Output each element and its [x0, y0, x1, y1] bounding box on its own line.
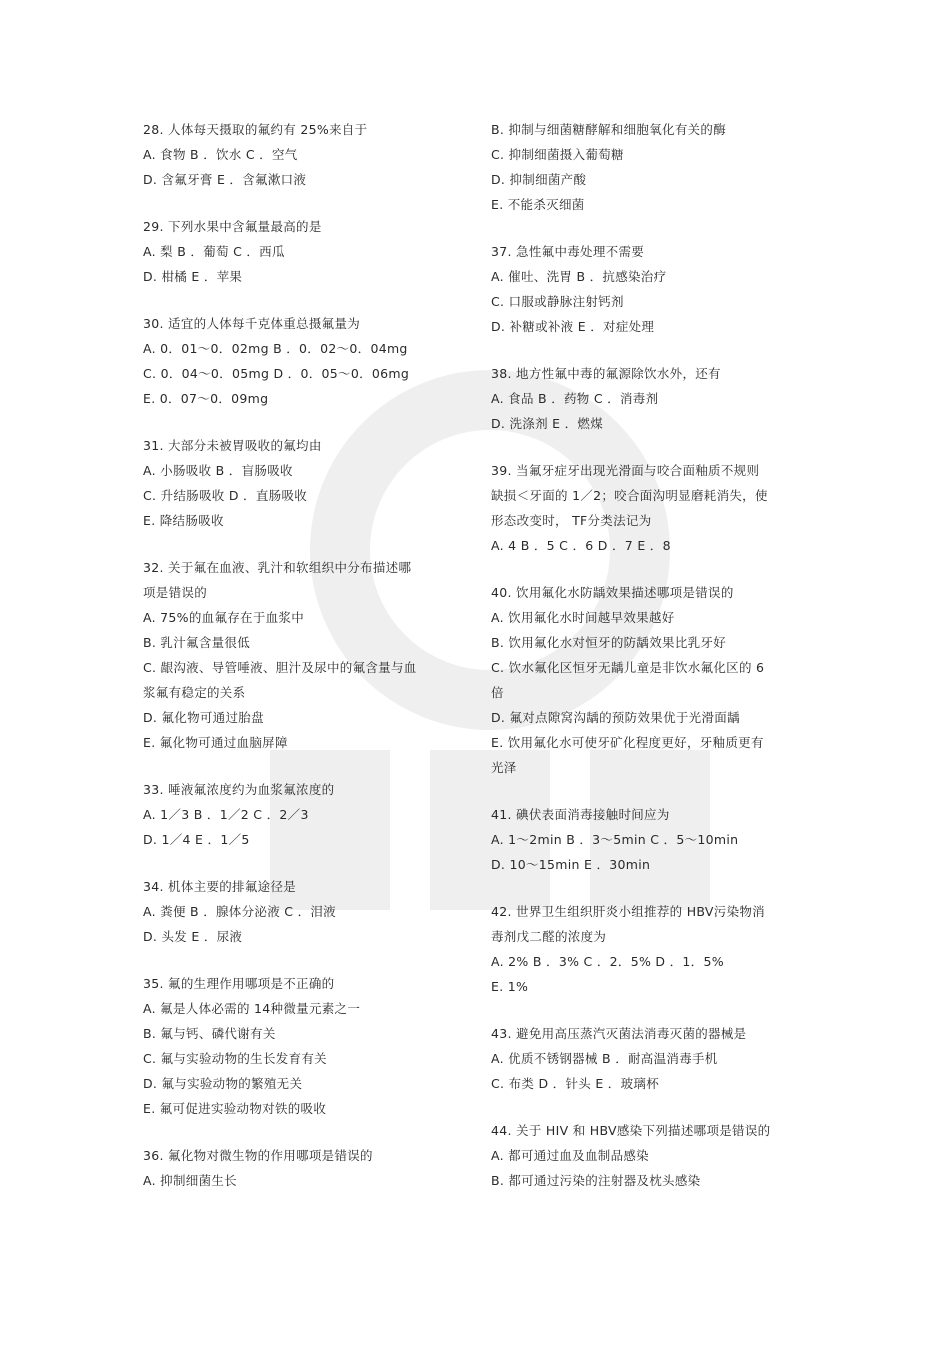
question-q36b	[491, 117, 801, 217]
question-q38	[491, 361, 801, 436]
question-line: A. 粪便 B ．腺体分泌液 C ．泪液	[143, 904, 336, 919]
right-column	[491, 117, 801, 1215]
question-line: 29. 下列水果中含氟量最高的是	[143, 219, 322, 234]
question-line: A. 都可通过血及血制品感染	[491, 1148, 649, 1163]
question-line: 39. 当氟牙症牙出现光滑面与咬合面釉质不规则	[491, 463, 760, 478]
question-q39	[491, 458, 801, 558]
question-line: E. 1%	[491, 979, 529, 994]
question-line: 43. 避免用高压蒸汽灭菌法消毒灭菌的器械是	[491, 1026, 747, 1041]
question-line: B. 乳汁氟含量很低	[143, 635, 251, 650]
question-q32	[143, 555, 473, 755]
question-line: D. 补糖或补液 E ．对症处理	[491, 319, 655, 334]
question-q28	[143, 117, 473, 192]
question-line: C. 氟与实验动物的生长发育有关	[143, 1051, 327, 1066]
question-q43	[491, 1021, 801, 1096]
question-line: C. 布类 D ．针头 E ．玻璃杯	[491, 1076, 659, 1091]
question-line: A. 4 B ．5 C ．6 D ．7 E ．8	[491, 538, 671, 553]
question-line: 34. 机体主要的排氟途径是	[143, 879, 297, 894]
question-line: A. 小肠吸收 B ．盲肠吸收	[143, 463, 293, 478]
question-line: A. 0．01～0．02mg B ．0．02～0．04mg	[143, 341, 408, 356]
question-line: C. 口服或静脉注射钙剂	[491, 294, 624, 309]
question-line: A. 2% B ．3% C ．2．5% D ．1．5%	[491, 954, 724, 969]
question-line: 毒剂戊二醛的浓度为	[491, 929, 607, 944]
question-line: 30. 适宜的人体每千克体重总摄氟量为	[143, 316, 361, 331]
question-line: C. 升结肠吸收 D ．直肠吸收	[143, 488, 308, 503]
question-line: 35. 氟的生理作用哪项是不正确的	[143, 976, 335, 991]
question-line: 41. 碘伏表面消毒接触时间应为	[491, 807, 670, 822]
question-line: 浆氟有稳定的关系	[143, 685, 246, 700]
question-line: B. 抑制与细菌糖酵解和细胞氧化有关的酶	[491, 122, 727, 137]
question-line: 38. 地方性氟中毒的氟源除饮水外，还有	[491, 366, 721, 381]
question-line: 光泽	[491, 760, 517, 775]
question-line: 倍	[491, 685, 504, 700]
question-line: C. 龈沟液、导管唾液、胆汁及尿中的氟含量与血	[143, 660, 417, 675]
question-q42	[491, 899, 801, 999]
question-line: D. 含氟牙膏 E ．含氟漱口液	[143, 172, 307, 187]
question-line: B. 饮用氟化水对恒牙的防龋效果比乳牙好	[491, 635, 727, 650]
question-line: D. 1／4 E ．1／5	[143, 832, 250, 847]
question-line: 42. 世界卫生组织肝炎小组推荐的 HBV污染物消	[491, 904, 765, 919]
question-line: E. 氟化物可通过血脑屏障	[143, 735, 288, 750]
question-line: A. 食品 B ．药物 C ．消毒剂	[491, 391, 659, 406]
question-line: C. 0．04～0．05mg D ．0．05～0．06mg	[143, 366, 410, 381]
question-line: 33. 唾液氟浓度约为血浆氟浓度的	[143, 782, 335, 797]
question-q33	[143, 777, 473, 852]
question-line: A. 75%的血氟存在于血浆中	[143, 610, 305, 625]
question-line: A. 优质不锈钢器械 B ．耐高温消毒手机	[491, 1051, 718, 1066]
question-line: A. 催吐、洗胃 B ．抗感染治疗	[491, 269, 667, 284]
question-line: D. 抑制细菌产酸	[491, 172, 587, 187]
question-q36	[143, 1143, 473, 1193]
question-q44	[491, 1118, 801, 1193]
question-q29	[143, 214, 473, 289]
question-line: E. 不能杀灭细菌	[491, 197, 585, 212]
question-line: 40. 饮用氟化水防龋效果描述哪项是错误的	[491, 585, 734, 600]
question-line: B. 都可通过污染的注射器及枕头感染	[491, 1173, 701, 1188]
question-line: D. 氟与实验动物的繁殖无关	[143, 1076, 303, 1091]
question-line: A. 1～2min B ．3～5min C ．5～10min	[491, 832, 739, 847]
question-line: D. 洗涤剂 E ．燃煤	[491, 416, 604, 431]
left-column	[143, 117, 473, 1215]
question-line: E. 氟可促进实验动物对铁的吸收	[143, 1101, 327, 1116]
question-line: D. 10～15min E ．30min	[491, 857, 651, 872]
question-line: A. 氟是人体必需的 14种微量元素之一	[143, 1001, 361, 1016]
question-line: A. 梨 B ．葡萄 C ．西瓜	[143, 244, 285, 259]
question-q40	[491, 580, 801, 780]
question-line: 31. 大部分未被胃吸收的氟均由	[143, 438, 322, 453]
question-q41	[491, 802, 801, 877]
question-line: D. 氟对点隙窝沟龋的预防效果优于光滑面龋	[491, 710, 740, 725]
question-line: E. 降结肠吸收	[143, 513, 224, 528]
question-line: A. 饮用氟化水时间越早效果越好	[491, 610, 675, 625]
question-line: E. 0．07～0．09mg	[143, 391, 269, 406]
question-line: 形态改变时， TF分类法记为	[491, 513, 652, 528]
question-line: B. 氟与钙、磷代谢有关	[143, 1026, 276, 1041]
question-q37	[491, 239, 801, 339]
question-line: 28. 人体每天摄取的氟约有 25%来自于	[143, 122, 368, 137]
question-line: C. 饮水氟化区恒牙无龋儿童是非饮水氟化区的 6	[491, 660, 765, 675]
question-line: A. 食物 B ．饮水 C ．空气	[143, 147, 298, 162]
question-line: D. 氟化物可通过胎盘	[143, 710, 264, 725]
question-line: 项是错误的	[143, 585, 208, 600]
question-line: A. 抑制细菌生长	[143, 1173, 237, 1188]
question-line: A. 1／3 B ．1／2 C ．2／3	[143, 807, 309, 822]
question-q31	[143, 433, 473, 533]
question-q30	[143, 311, 473, 411]
question-q35	[143, 971, 473, 1121]
question-line: 36. 氟化物对微生物的作用哪项是错误的	[143, 1148, 373, 1163]
question-line: C. 抑制细菌摄入葡萄糖	[491, 147, 624, 162]
question-line: E. 饮用氟化水可使牙矿化程度更好，牙釉质更有	[491, 735, 764, 750]
question-line: 44. 关于 HIV 和 HBV感染下列描述哪项是错误的	[491, 1123, 771, 1138]
question-q34	[143, 874, 473, 949]
question-line: D. 柑橘 E ．苹果	[143, 269, 243, 284]
question-line: 32. 关于氟在血液、乳汁和软组织中分布描述哪	[143, 560, 412, 575]
question-line: D. 头发 E ．尿液	[143, 929, 243, 944]
question-line: 缺损＜牙面的 1／2；咬合面沟明显磨耗消失，使	[491, 488, 768, 503]
question-line: 37. 急性氟中毒处理不需要	[491, 244, 645, 259]
